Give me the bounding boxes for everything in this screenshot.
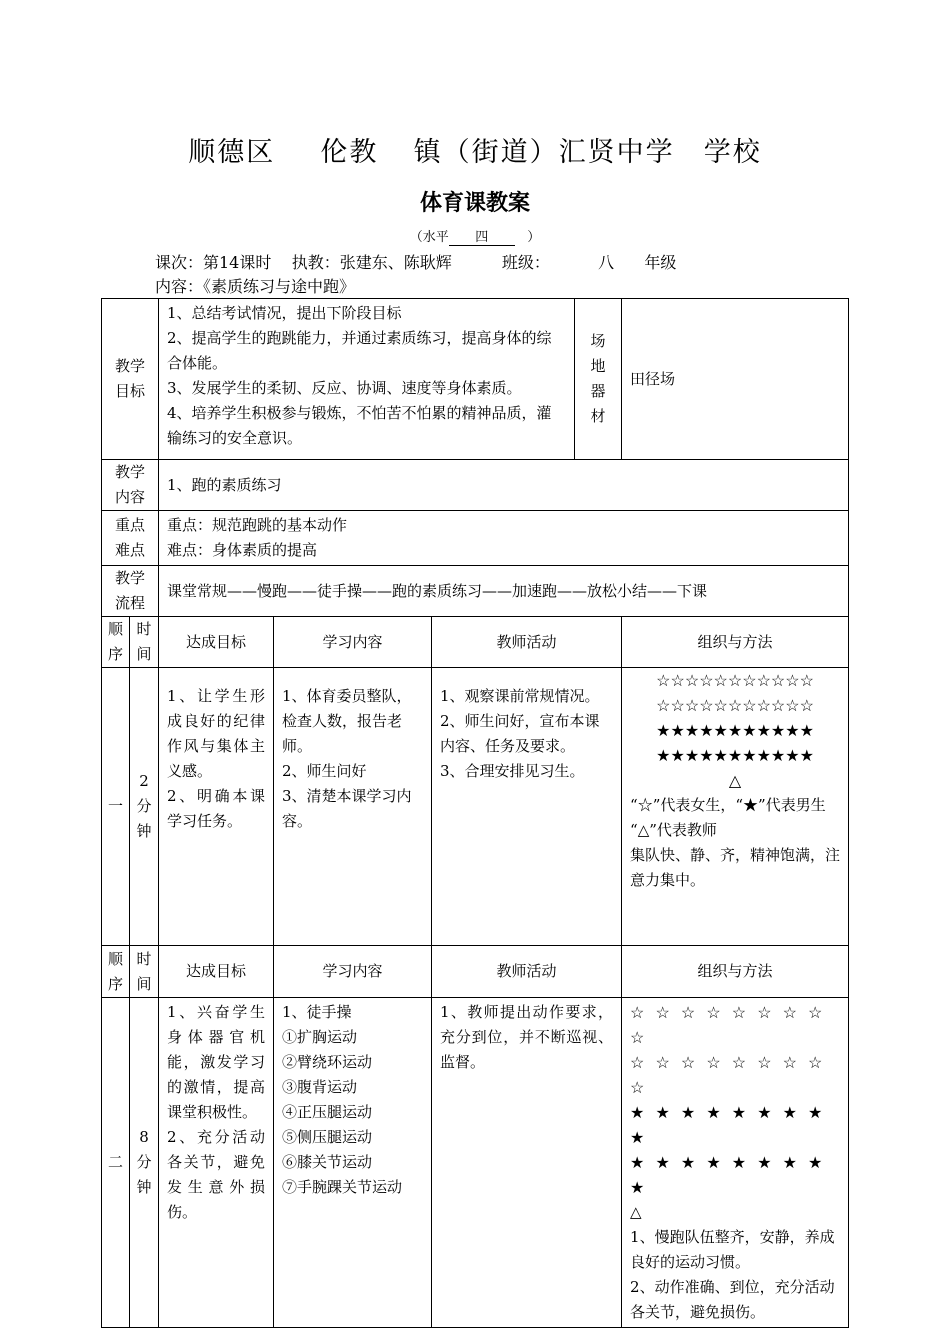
formation-teacher: △	[728, 771, 742, 790]
time-char: 2	[139, 772, 149, 790]
level-value: 四	[449, 226, 515, 246]
formation-legend: “△”代表教师	[630, 821, 717, 839]
section-2-row	[102, 998, 849, 1328]
learn-line: ③腹背运动	[282, 1078, 358, 1096]
formation-row-girls: ☆ ☆ ☆ ☆ ☆ ☆ ☆ ☆ ☆	[630, 1053, 823, 1097]
lesson-plan-table	[101, 298, 849, 1328]
formation-row-girls: ☆☆☆☆☆☆☆☆☆☆☆	[656, 696, 814, 715]
teacher-names: 执教：张建东、陈耿辉	[291, 253, 452, 272]
class-value: 八	[598, 253, 615, 272]
flow-label-line1: 教学	[115, 569, 146, 587]
venue-label	[575, 299, 622, 460]
section-teacher	[432, 668, 622, 946]
difficult-point: 难点：身体素质的提高	[167, 541, 318, 559]
class-unit: 年级	[644, 253, 677, 272]
school-title	[0, 130, 950, 169]
goal-item: 4、培养学生积极参与锻炼，不怕苦不怕累的精神品质，灌输练习的安全意识。	[167, 404, 552, 447]
time-char: 分	[136, 1153, 152, 1171]
teacher-line: 1、教师提出动作要求，充分到位，并不断巡视、监督。	[440, 1003, 614, 1071]
section-teacher	[432, 998, 622, 1328]
keypoints-row	[102, 511, 849, 566]
goals-label	[102, 299, 159, 460]
goal-line: 1、兴奋学生身体器官机能，激发学习的激情，提高课堂积极性。	[167, 1003, 266, 1121]
goals-label-line2: 目标	[115, 382, 146, 400]
org-header: 组织与方法	[622, 946, 849, 998]
time-header-char: 时	[136, 620, 152, 638]
column-header-row	[102, 617, 849, 668]
section-time	[130, 668, 159, 946]
lesson-info	[155, 250, 676, 273]
learn-line: 1、体育委员整队，检查人数，报告老师。	[282, 687, 412, 755]
venue-value: 田径场	[622, 299, 849, 460]
formation-row-girls: ☆ ☆ ☆ ☆ ☆ ☆ ☆ ☆ ☆	[630, 1003, 823, 1047]
formation-legend: “☆”代表女生，“★”代表男生	[630, 796, 826, 814]
flow-value: 课堂常规——慢跑——徒手操——跑的素质练习——加速跑——放松小结——下课	[159, 566, 849, 617]
content-row	[102, 460, 849, 511]
goals-content	[159, 299, 575, 460]
venue-label-char: 器	[590, 382, 606, 400]
learn-header: 学习内容	[274, 946, 432, 998]
formation-row-boys: ★★★★★★★★★★★	[656, 721, 814, 740]
venue-label-char: 地	[590, 357, 606, 375]
learn-line: ②臂绕环运动	[282, 1053, 373, 1071]
order-header-char: 顺	[107, 949, 123, 968]
goal-line: 1、让学生形成良好的纪律作风与集体主义感。	[167, 687, 266, 780]
org-header: 组织与方法	[622, 617, 849, 668]
school-suffix: 学校	[703, 137, 762, 168]
district-name: 顺德区	[188, 137, 276, 168]
org-note: 1、慢跑队伍整齐，安静，养成良好的运动习惯。	[630, 1228, 835, 1271]
org-note: 2、动作准确、到位，充分活动各关节，避免损伤。	[630, 1278, 835, 1321]
goals-row	[102, 299, 849, 460]
learn-line: ⑥膝关节运动	[282, 1153, 373, 1171]
level-prefix: （水平	[409, 230, 449, 245]
flow-label-line2: 流程	[115, 594, 146, 612]
key-point: 重点：规范跑跳的基本动作	[167, 516, 348, 534]
section-goals	[159, 998, 274, 1328]
school-name: 镇（街道）汇贤中学	[413, 137, 675, 168]
time-header-char: 间	[136, 645, 152, 663]
learn-line: 2、师生问好	[282, 762, 367, 780]
section-order: 一	[102, 668, 130, 946]
content-value: 1、跑的素质练习	[159, 460, 849, 511]
level-suffix: ）	[527, 230, 541, 245]
time-char: 钟	[136, 822, 152, 840]
section-org	[622, 668, 849, 946]
learn-line: ⑤侧压腿运动	[282, 1128, 373, 1146]
keypoints-label-line1: 重点	[115, 516, 146, 534]
goal-header: 达成目标	[159, 617, 274, 668]
teacher-line: 1、观察课前常规情况。	[440, 687, 600, 705]
section-time	[130, 998, 159, 1328]
time-char: 钟	[136, 1178, 152, 1196]
learn-header: 学习内容	[274, 617, 432, 668]
section-goals	[159, 668, 274, 946]
goal-item: 2、提高学生的跑跳能力，并通过素质练习，提高身体的综合体能。	[167, 329, 552, 372]
keypoints-label-line2: 难点	[115, 541, 146, 559]
time-header-char: 间	[136, 974, 152, 993]
time-header	[130, 946, 159, 998]
content-label-line1: 教学	[115, 463, 146, 481]
keypoints-content	[159, 511, 849, 566]
learn-line: ④正压腿运动	[282, 1103, 373, 1121]
goal-line: 2、明确本课学习任务。	[167, 787, 266, 830]
lesson-number: 课次：第14课时	[155, 253, 272, 272]
teacher-line: 2、师生问好，宣布本课内容、任务及要求。	[440, 712, 600, 755]
section-learn	[274, 668, 432, 946]
formation-row-boys: ★ ★ ★ ★ ★ ★ ★ ★ ★	[630, 1103, 823, 1147]
time-header-char: 时	[136, 949, 152, 968]
formation-row-girls: ☆☆☆☆☆☆☆☆☆☆☆	[656, 671, 814, 690]
level-line	[0, 226, 950, 246]
time-header	[130, 617, 159, 668]
goal-item: 1、总结考试情况，提出下阶段目标	[167, 304, 402, 322]
section-learn	[274, 998, 432, 1328]
formation-row-boys: ★ ★ ★ ★ ★ ★ ★ ★ ★	[630, 1153, 823, 1197]
section-1-row	[102, 668, 849, 946]
column-header-row-2	[102, 946, 849, 998]
org-note: 集队快、静、齐，精神饱满，注意力集中。	[630, 846, 841, 889]
time-char: 分	[136, 797, 152, 815]
section-order: 二	[102, 998, 130, 1328]
order-header-char: 顺	[107, 620, 123, 638]
order-header	[102, 617, 130, 668]
teacher-header: 教师活动	[432, 946, 622, 998]
learn-line: ①扩胸运动	[282, 1028, 358, 1046]
learn-line: 3、清楚本课学习内容。	[282, 787, 412, 830]
lesson-content-title: 内容：《素质练习与途中跑》	[155, 277, 356, 296]
class-label: 班级：	[501, 253, 550, 272]
flow-row	[102, 566, 849, 617]
goal-item: 3、发展学生的柔韧、反应、协调、速度等身体素质。	[167, 379, 522, 397]
time-char: 8	[139, 1128, 149, 1146]
goal-header: 达成目标	[159, 946, 274, 998]
goal-line: 2、充分活动各关节，避免发生意外损伤。	[167, 1128, 266, 1221]
formation-teacher: △	[630, 1203, 642, 1221]
learn-line: ⑦手腕踝关节运动	[282, 1178, 403, 1196]
order-header-char: 序	[107, 974, 123, 993]
content-label-line2: 内容	[115, 488, 146, 506]
plan-title: 体育课教案	[419, 190, 530, 216]
keypoints-label	[102, 511, 159, 566]
formation-row-boys: ★★★★★★★★★★★	[656, 746, 814, 765]
town-name: 伦教	[320, 137, 379, 168]
section-org	[622, 998, 849, 1328]
venue-label-char: 材	[590, 407, 606, 425]
flow-label	[102, 566, 159, 617]
content-label	[102, 460, 159, 511]
teacher-header: 教师活动	[432, 617, 622, 668]
goals-label-line1: 教学	[115, 357, 146, 375]
order-header-char: 序	[107, 645, 123, 663]
order-header	[102, 946, 130, 998]
teacher-line: 3、合理安排见习生。	[440, 762, 585, 780]
venue-label-char: 场	[590, 332, 606, 350]
learn-line: 1、徒手操	[282, 1003, 352, 1021]
